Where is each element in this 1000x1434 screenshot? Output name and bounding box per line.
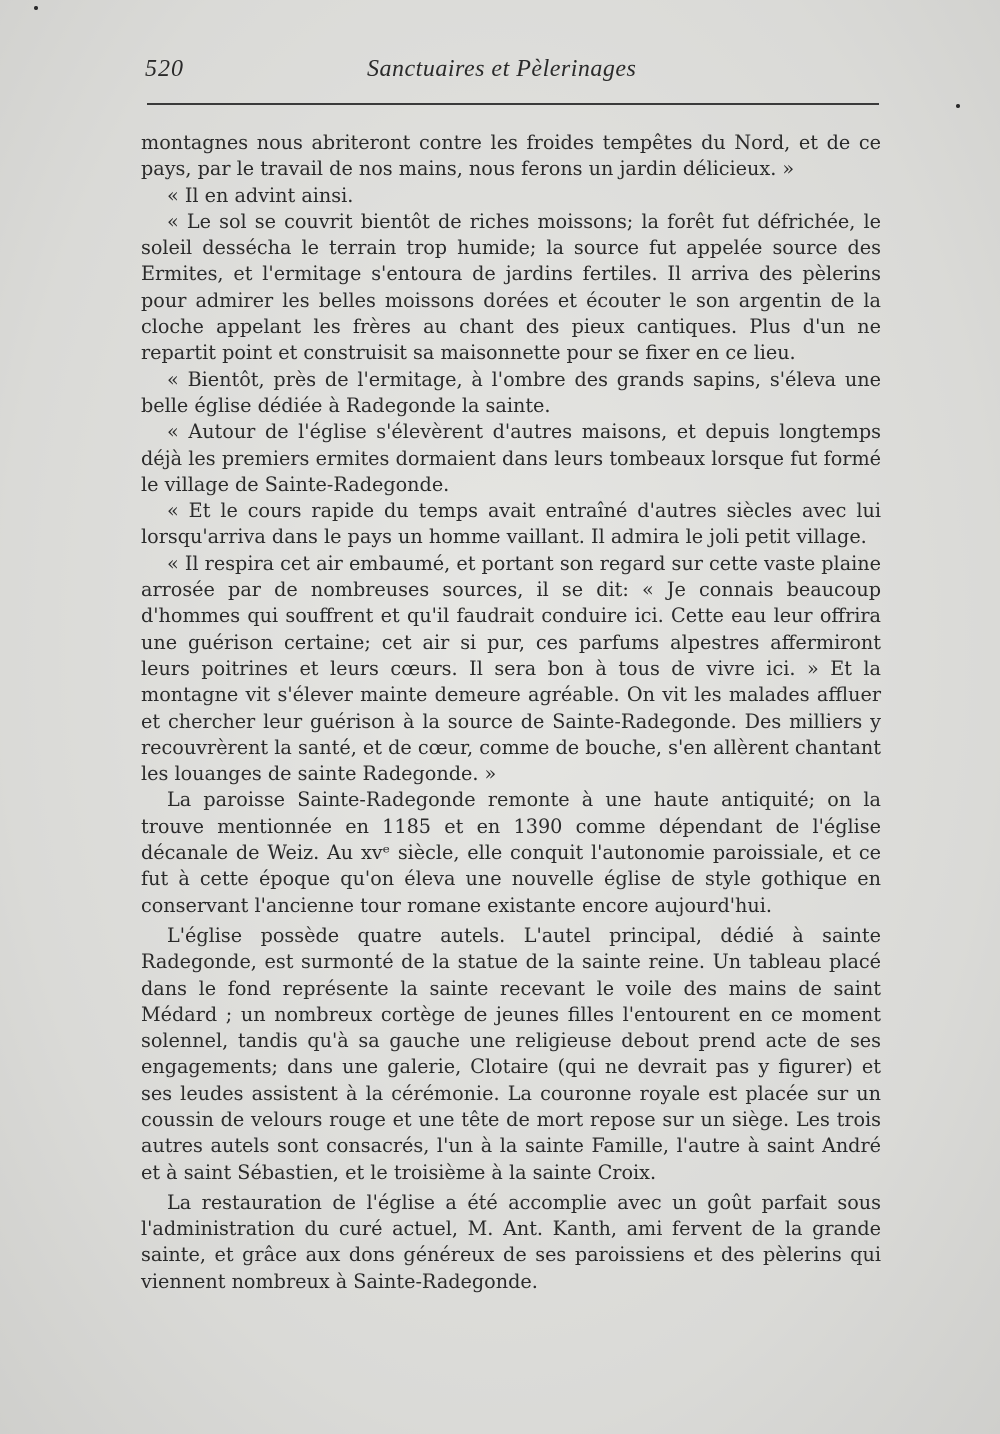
running-head: [145, 56, 880, 96]
page-number: 520: [145, 56, 184, 82]
paragraph: « Bientôt, près de l'ermitage, à l'ombre des grands sapins, s'éleva une belle église dédiée à Radegonde la sainte.: [141, 367, 881, 417]
header-rule: [147, 103, 879, 105]
paragraph: « Le sol se couvrit bientôt de riches moissons; la forêt fut défrichée, le soleil dessécha le terrain trop humide; la source fut appelée source des Ermites, et l'ermitage s'entoura de jardins fertiles. Il arriva des pèlerins pour admirer les belles moissons dorées et écouter le son argentin de la cloche appelant les frères au chant des pieux cantiques. Plus d'un ne repartit point et construisit sa maisonnette pour se fixer en ce lieu.: [141, 209, 881, 365]
paragraph: La restauration de l'église a été accomplie avec un goût parfait sous l'administration du curé actuel, M. Ant. Kanth, ami fervent de la grande sainte, et grâce aux dons généreux de ses paroissiens et des pèlerins qui viennent nombreux à Sainte-Radegonde.: [141, 1190, 881, 1293]
ink-speck: [34, 6, 38, 10]
paragraph: « Il en advint ainsi.: [167, 183, 354, 207]
body-text: [141, 130, 881, 1295]
paragraph: L'église possède quatre autels. L'autel principal, dédié à sainte Radegonde, est surmonté de la statue de la sainte reine. Un tableau placé dans le fond représente la sainte recevant le voile des mains de saint Médard ; un nombreux cortège de jeunes filles l'entourent en ce moment solennel, tandis qu'à sa gauche une religieuse debout prend acte de ses engagements; dans une galerie, Clotaire (qui ne devrait pas y figurer) et ses leudes assistent à la cérémonie. La couronne royale est placée sur un coussin de velours rouge et une tête de mort repose sur un siège. Les trois autres autels sont consacrés, l'un à la sainte Famille, l'autre à saint André et à saint Sébastien, et le troisième à la sainte Croix.: [141, 923, 881, 1184]
running-title: Sanctuaires et Pèlerinages: [367, 56, 637, 82]
paragraph: « Il respira cet air embaumé, et portant son regard sur cette vaste plaine arrosée par de nombreuses sources, il se dit: « Je connais beaucoup d'hommes qui souffrent et qu'il faudrait conduire ici. Cette eau leur offrira une guérison certaine; cet air si pur, ces parfums alpestres affermiront leurs poitrines et leurs cœurs. Il sera bon à tous de vivre ici. » Et la montagne vit s'élever mainte demeure agréable. On vit les malades affluer et chercher leur guérison à la source de Sainte-Radegonde. Des milliers y recouvrèrent la santé, et de cœur, comme de bouche, s'en allèrent chantant les louanges de sainte Radegonde. »: [141, 551, 881, 786]
paragraph: montagnes nous abriteront contre les froides tempêtes du Nord, et de ce pays, par le travail de nos mains, nous ferons un jardin délicieux. »: [141, 131, 881, 181]
paragraph: La paroisse Sainte-Radegonde remonte à une haute antiquité; on la trouve mentionnée en 1185 et en 1390 comme dépendant de l'église décanale de Weiz. Au xvᵉ siècle, elle conquit l'autonomie paroissiale, et ce fut à cette époque qu'on éleva une nouvelle église de style gothique en conservant l'ancienne tour romane existante encore aujourd'hui.: [141, 788, 881, 917]
paragraph: « Autour de l'église s'élevèrent d'autres maisons, et depuis longtemps déjà les premiers ermites dormaient dans leurs tombeaux lorsque fut formé le village de Sainte-Radegonde.: [141, 420, 881, 496]
paragraph: « Et le cours rapide du temps avait entraîné d'autres siècles avec lui lorsqu'arriva dans le pays un homme vaillant. Il admira le joli petit village.: [141, 499, 881, 549]
ink-speck: [956, 104, 960, 108]
